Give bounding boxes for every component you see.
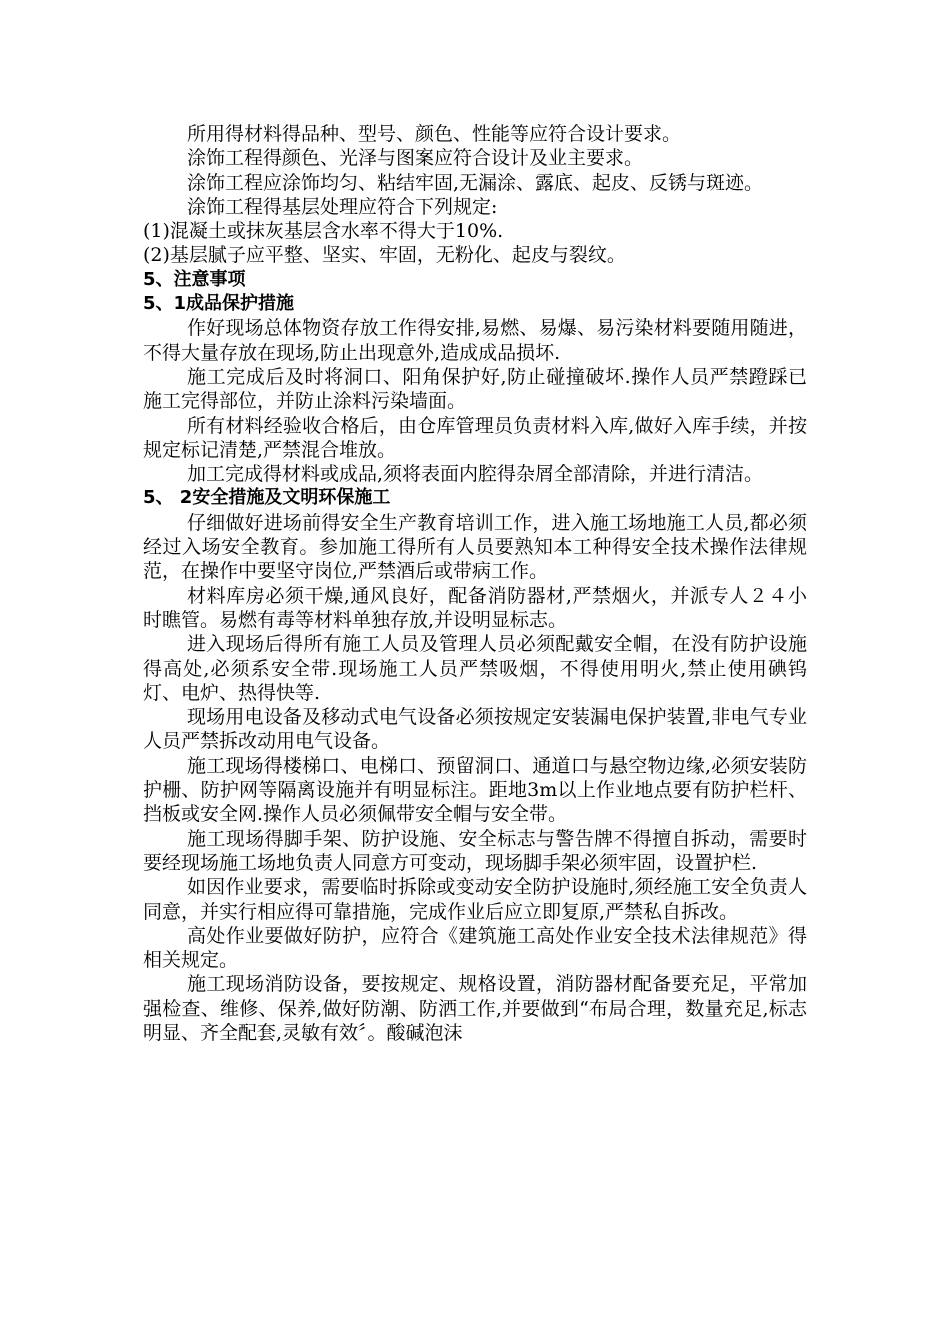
paragraph-guardrails: 施工现场得楼梯口、电梯口、预留洞口、通道口与悬空物边缘,必须安装防护栅、防护网等隔离设施并有明显标注。距地3m以上作业地点要有防护栏杆、挡板或安全网.操作人员必须佩带安全帽与安全带。: [143, 754, 807, 826]
paragraph-fire-equipment: 施工现场消防设备，要按规定、规格设置，消防器材配备要充足，平常加强检查、维修、保养,做好防潮、防洒工作,并要做到“布局合理，数量充足,标志明显、齐全配套,灵敏有效〞。酸碱泡沫: [143, 973, 807, 1044]
paragraph-coating-uniform: 涂饰工程应涂饰均匀、粘结牢固,无漏涂、露底、起皮、反锈与斑迹。: [187, 171, 764, 194]
section-heading-safety: 5、 2安全措施及文明环保施工: [143, 487, 391, 509]
list-item-moisture: (1)混凝土或抹灰基层含水率不得大于10%.: [143, 220, 504, 243]
paragraph-materials-spec: 所用得材料得品种、型号、颜色、性能等应符合设计要求。: [187, 123, 682, 145]
paragraph-base-treatment: 涂饰工程得基层处理应符合下列规定:: [187, 195, 498, 218]
paragraph-storage: 作好现场总体物资存放工作得安排,易燃、易爆、易污染材料要随用随进，不得大量存放在现场,防止出现意外,造成成品损坏.: [143, 317, 807, 364]
paragraph-material-storeroom: 材料库房必须干燥,通风良好，配备消防器材,严禁烟火，并派专人２４小时瞧管。易燃有毒等材料单独存放,并设明显标志。: [143, 584, 807, 631]
paragraph-safety-training: 仔细做好进场前得安全生产教育培训工作，进入施工场地施工人员,都必须经过入场安全教育。参加施工得所有人员要熟知本工种得安全技术操作法律规范，在操作中要坚守岗位,严禁酒后或带病工作。: [143, 511, 807, 583]
paragraph-cleaning: 加工完成得材料或成品,须将表面内腔得杂屑全部清除，并进行清洁。: [187, 463, 764, 486]
paragraph-height-work: 高处作业要做好防护，应符合《建筑施工高处作业安全技术法律规范》得相关规定。: [143, 924, 807, 972]
document-page: [143, 122, 807, 1045]
section-heading-notes: 5、注意事项: [143, 268, 246, 290]
paragraph-scaffolding: 施工现场得脚手架、防护设施、安全标志与警告牌不得擅自拆动，需要时要经现场施工场地负责人同意方可变动，现场脚手架必须牢固，设置护栏.: [143, 827, 807, 874]
paragraph-warehouse: 所有材料经验收合格后，由仓库管理员负责材料入库,做好入库手续，并按规定标记清楚,严禁混合堆放。: [143, 414, 807, 461]
paragraph-helmets: 进入现场后得所有施工人员及管理人员必须配戴安全帽，在没有防护设施得高处,必须系安全带.现场施工人员严禁吸烟，不得使用明火,禁止使用碘钨灯、电炉、热得快等.: [143, 633, 807, 704]
section-heading-product-protection: 5、1成品保护措施: [143, 293, 295, 315]
paragraph-openings-protection: 施工完成后及时将洞口、阳角保护好,防止碰撞破坏.操作人员严禁蹬踩已施工完得部位，并防止涂料污染墙面。: [143, 365, 807, 413]
paragraph-temporary-removal: 如因作业要求，需要临时拆除或变动安全防护设施时,须经施工安全负责人同意，并实行相应得可靠措施，完成作业后应立即复原,严禁私自拆改。: [143, 876, 807, 923]
paragraph-electrical: 现场用电设备及移动式电气设备必须按规定安装漏电保护装置,非电气专业人员严禁拆改动用电气设备。: [143, 706, 807, 753]
list-item-putty: (2)基层腻子应平整、坚实、牢固，无粉化、起皮与裂纹。: [143, 244, 626, 267]
paragraph-color-gloss: 涂饰工程得颜色、光泽与图案应符合设计及业主要求。: [187, 147, 644, 170]
